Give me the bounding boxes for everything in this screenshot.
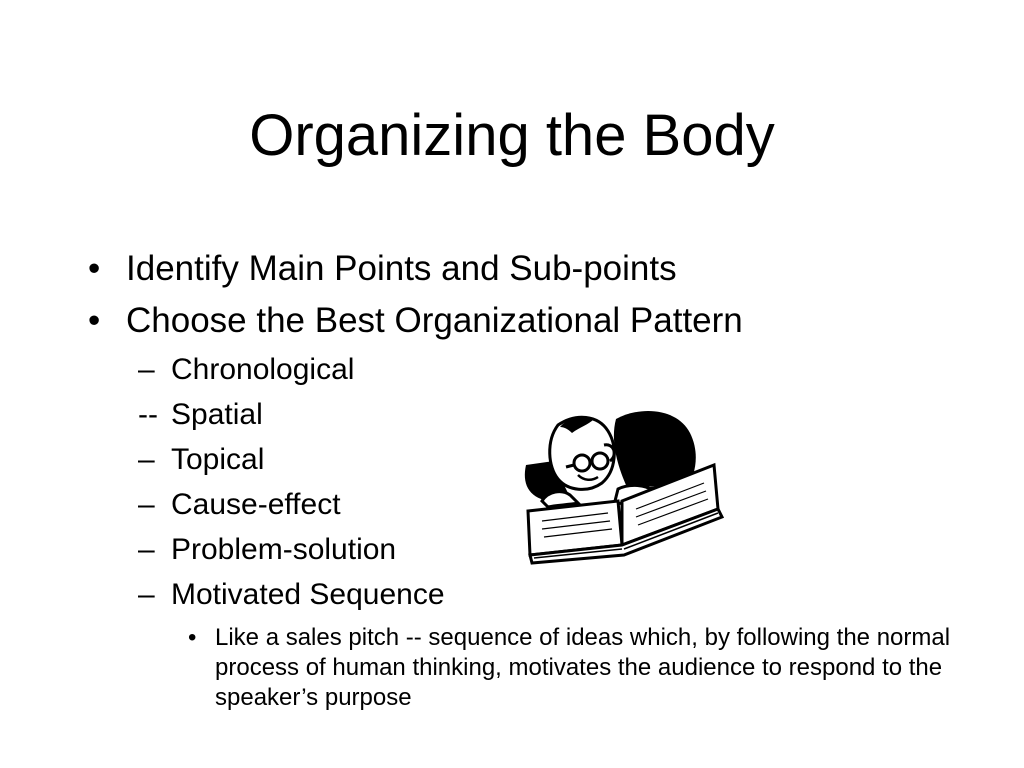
sub-bullet-sales-pitch [88, 623, 955, 713]
dash-marker: – [138, 443, 155, 476]
bullet-marker: • [88, 301, 101, 340]
pattern-text: Topical [171, 443, 265, 476]
dash-marker: – [138, 488, 155, 521]
dash-marker: – [138, 578, 155, 611]
sub-bullet-text: Like a sales pitch -- sequence of ideas which, by following the normal process of human thinking, motivates the audience to respond to the speaker’s purpose [215, 624, 951, 711]
pattern-text: Cause-effect [171, 488, 341, 521]
bullet-choose-pattern [88, 295, 968, 347]
bullet-marker: • [188, 624, 197, 651]
pattern-chronological [88, 347, 968, 392]
bullet-identify-main-points [88, 243, 968, 295]
pattern-text: Chronological [171, 353, 355, 386]
dash-marker: – [138, 353, 155, 386]
slide-title: Organizing the Body [249, 103, 775, 168]
dash-marker: – [138, 533, 155, 566]
bullet-marker: • [88, 249, 101, 288]
bullet-text: Choose the Best Organizational Pattern [126, 301, 743, 340]
pattern-text: Motivated Sequence [171, 578, 445, 611]
pattern-text: Spatial [171, 398, 263, 431]
pattern-text: Problem-solution [171, 533, 397, 566]
reading-book-clipart-icon [518, 405, 728, 567]
pattern-motivated-sequence [88, 572, 968, 617]
dash-marker: -- [138, 398, 158, 431]
bullet-text: Identify Main Points and Sub-points [126, 249, 677, 288]
